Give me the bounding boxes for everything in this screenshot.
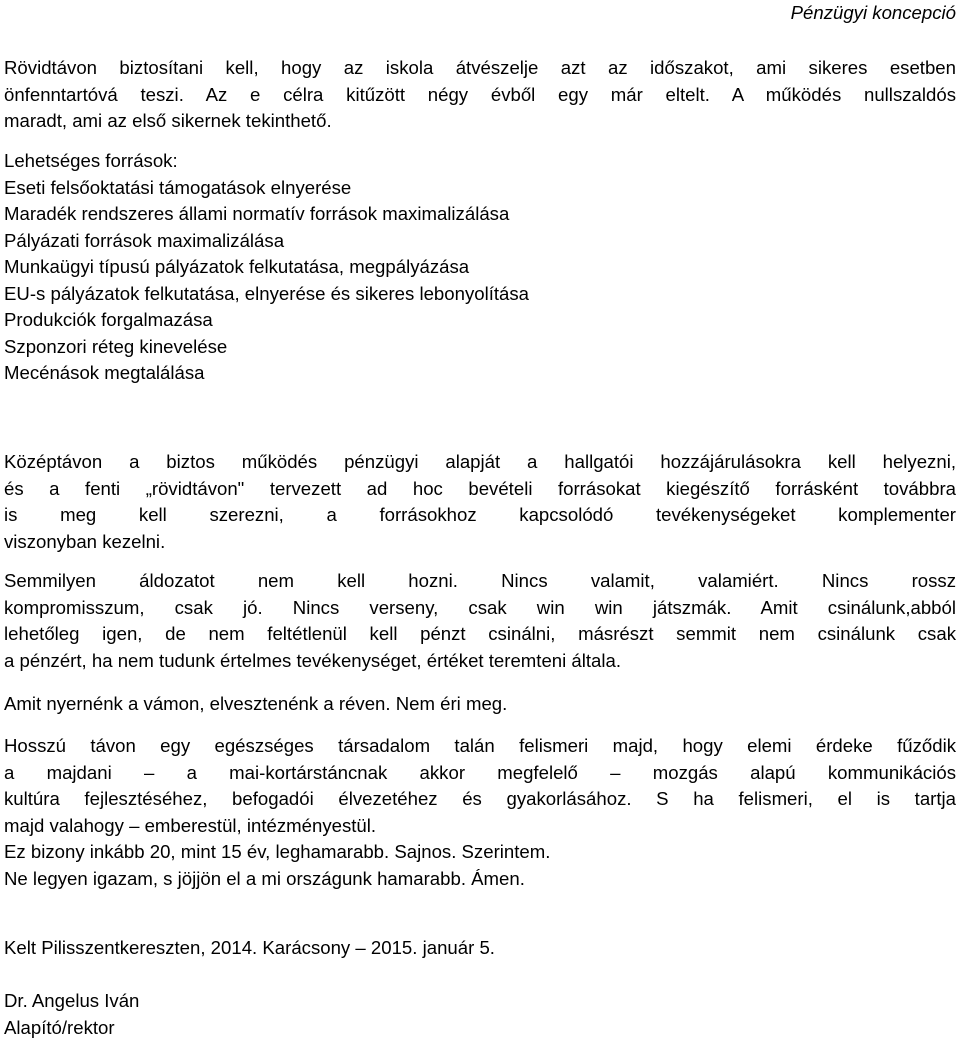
midterm-paragraph xyxy=(4,449,956,555)
proverb-line: Amit nyernénk a vámon, elvesztenénk a réven. Nem éri meg. xyxy=(4,693,508,714)
sacrifice-line: kompromisszum, csak jó. Nincs verseny, csak win win játszmák. Amit csinálunk,abból xyxy=(4,596,956,618)
dateline xyxy=(4,935,956,962)
sources-heading: Lehetséges források: xyxy=(4,150,178,171)
signature-name: Dr. Angelus Iván xyxy=(4,990,140,1011)
longterm-line: majd valahogy – emberestül, intézményestül. xyxy=(4,814,377,836)
list-item: Produkciók forgalmazása xyxy=(4,309,213,330)
sacrifice-line: lehetőleg igen, de nem feltétlenül kell pénzt csinálni, másrészt semmit nem csinálunk csak xyxy=(4,623,956,644)
signature-role: Alapító/rektor xyxy=(4,1016,115,1038)
longterm-line: Ne legyen igazam, s jöjjön el a mi országunk hamarabb. Ámen. xyxy=(4,867,525,889)
midterm-line: és a fenti „rövidtávon" tervezett ad hoc bevételi forrásokat kiegészítő forrásként továbbra xyxy=(4,477,956,499)
intro-line: Rövidtávon biztosítani kell, hogy az iskola átvészelje azt az időszakot, ami sikeres esetben xyxy=(4,57,956,78)
longterm-line: Ez bizony inkább 20, mint 15 év, leghamarabb. Sajnos. Szerintem. xyxy=(4,841,551,862)
dateline-text: Kelt Pilisszentkereszten, 2014. Karácsony – 2015. január 5. xyxy=(4,937,495,958)
list-item: Maradék rendszeres állami normatív források maximalizálása xyxy=(4,203,510,224)
longterm-line: Hosszú távon egy egészséges társadalom talán felismeri majd, hogy elemi érdeke fűződik xyxy=(4,735,956,756)
longterm-paragraph xyxy=(4,733,956,892)
intro-line: önfenntartóvá teszi. Az e célra kitűzött négy évből egy már eltelt. A működés nullszaldós xyxy=(4,83,956,105)
sacrifice-line: Semmilyen áldozatot nem kell hozni. Nincs valamit, valamiért. Nincs rossz xyxy=(4,570,956,591)
list-item: EU-s pályázatok felkutatása, elnyerése és sikeres lebonyolítása xyxy=(4,282,530,304)
list-item: Eseti felsőoktatási támogatások elnyerése xyxy=(4,176,352,198)
midterm-line: viszonyban kezelni. xyxy=(4,530,166,552)
sources-list xyxy=(4,148,956,387)
list-item: Pályázati források maximalizálása xyxy=(4,229,285,251)
longterm-line: a majdani – a mai-kortárstáncnak akkor megfelelő – mozgás alapú kommunikációs xyxy=(4,761,956,783)
longterm-line: kultúra fejlesztéséhez, befogadói élvezetéhez és gyakorlásához. S ha felismeri, el is tartja xyxy=(4,788,956,809)
intro-line: maradt, ami az első sikernek tekinthető. xyxy=(4,110,332,131)
list-item: Szponzori réteg kinevelése xyxy=(4,335,228,357)
proverb-paragraph xyxy=(4,691,956,718)
page-header-title: Pénzügyi koncepció xyxy=(790,2,956,23)
list-item: Mecénások megtalálása xyxy=(4,362,205,383)
intro-paragraph xyxy=(4,55,956,135)
sacrifice-paragraph xyxy=(4,568,956,674)
midterm-line: is meg kell szerezni, a forrásokhoz kapcsolódó tevékenységeket komplementer xyxy=(4,504,956,525)
list-item: Munkaügyi típusú pályázatok felkutatása, megpályázása xyxy=(4,256,470,277)
sacrifice-line: a pénzért, ha nem tudunk értelmes tevékenységet, értéket teremteni általa. xyxy=(4,649,622,671)
midterm-line: Középtávon a biztos működés pénzügyi alapját a hallgatói hozzájárulásokra kell helyezni, xyxy=(4,451,956,472)
signature-block xyxy=(4,988,956,1041)
